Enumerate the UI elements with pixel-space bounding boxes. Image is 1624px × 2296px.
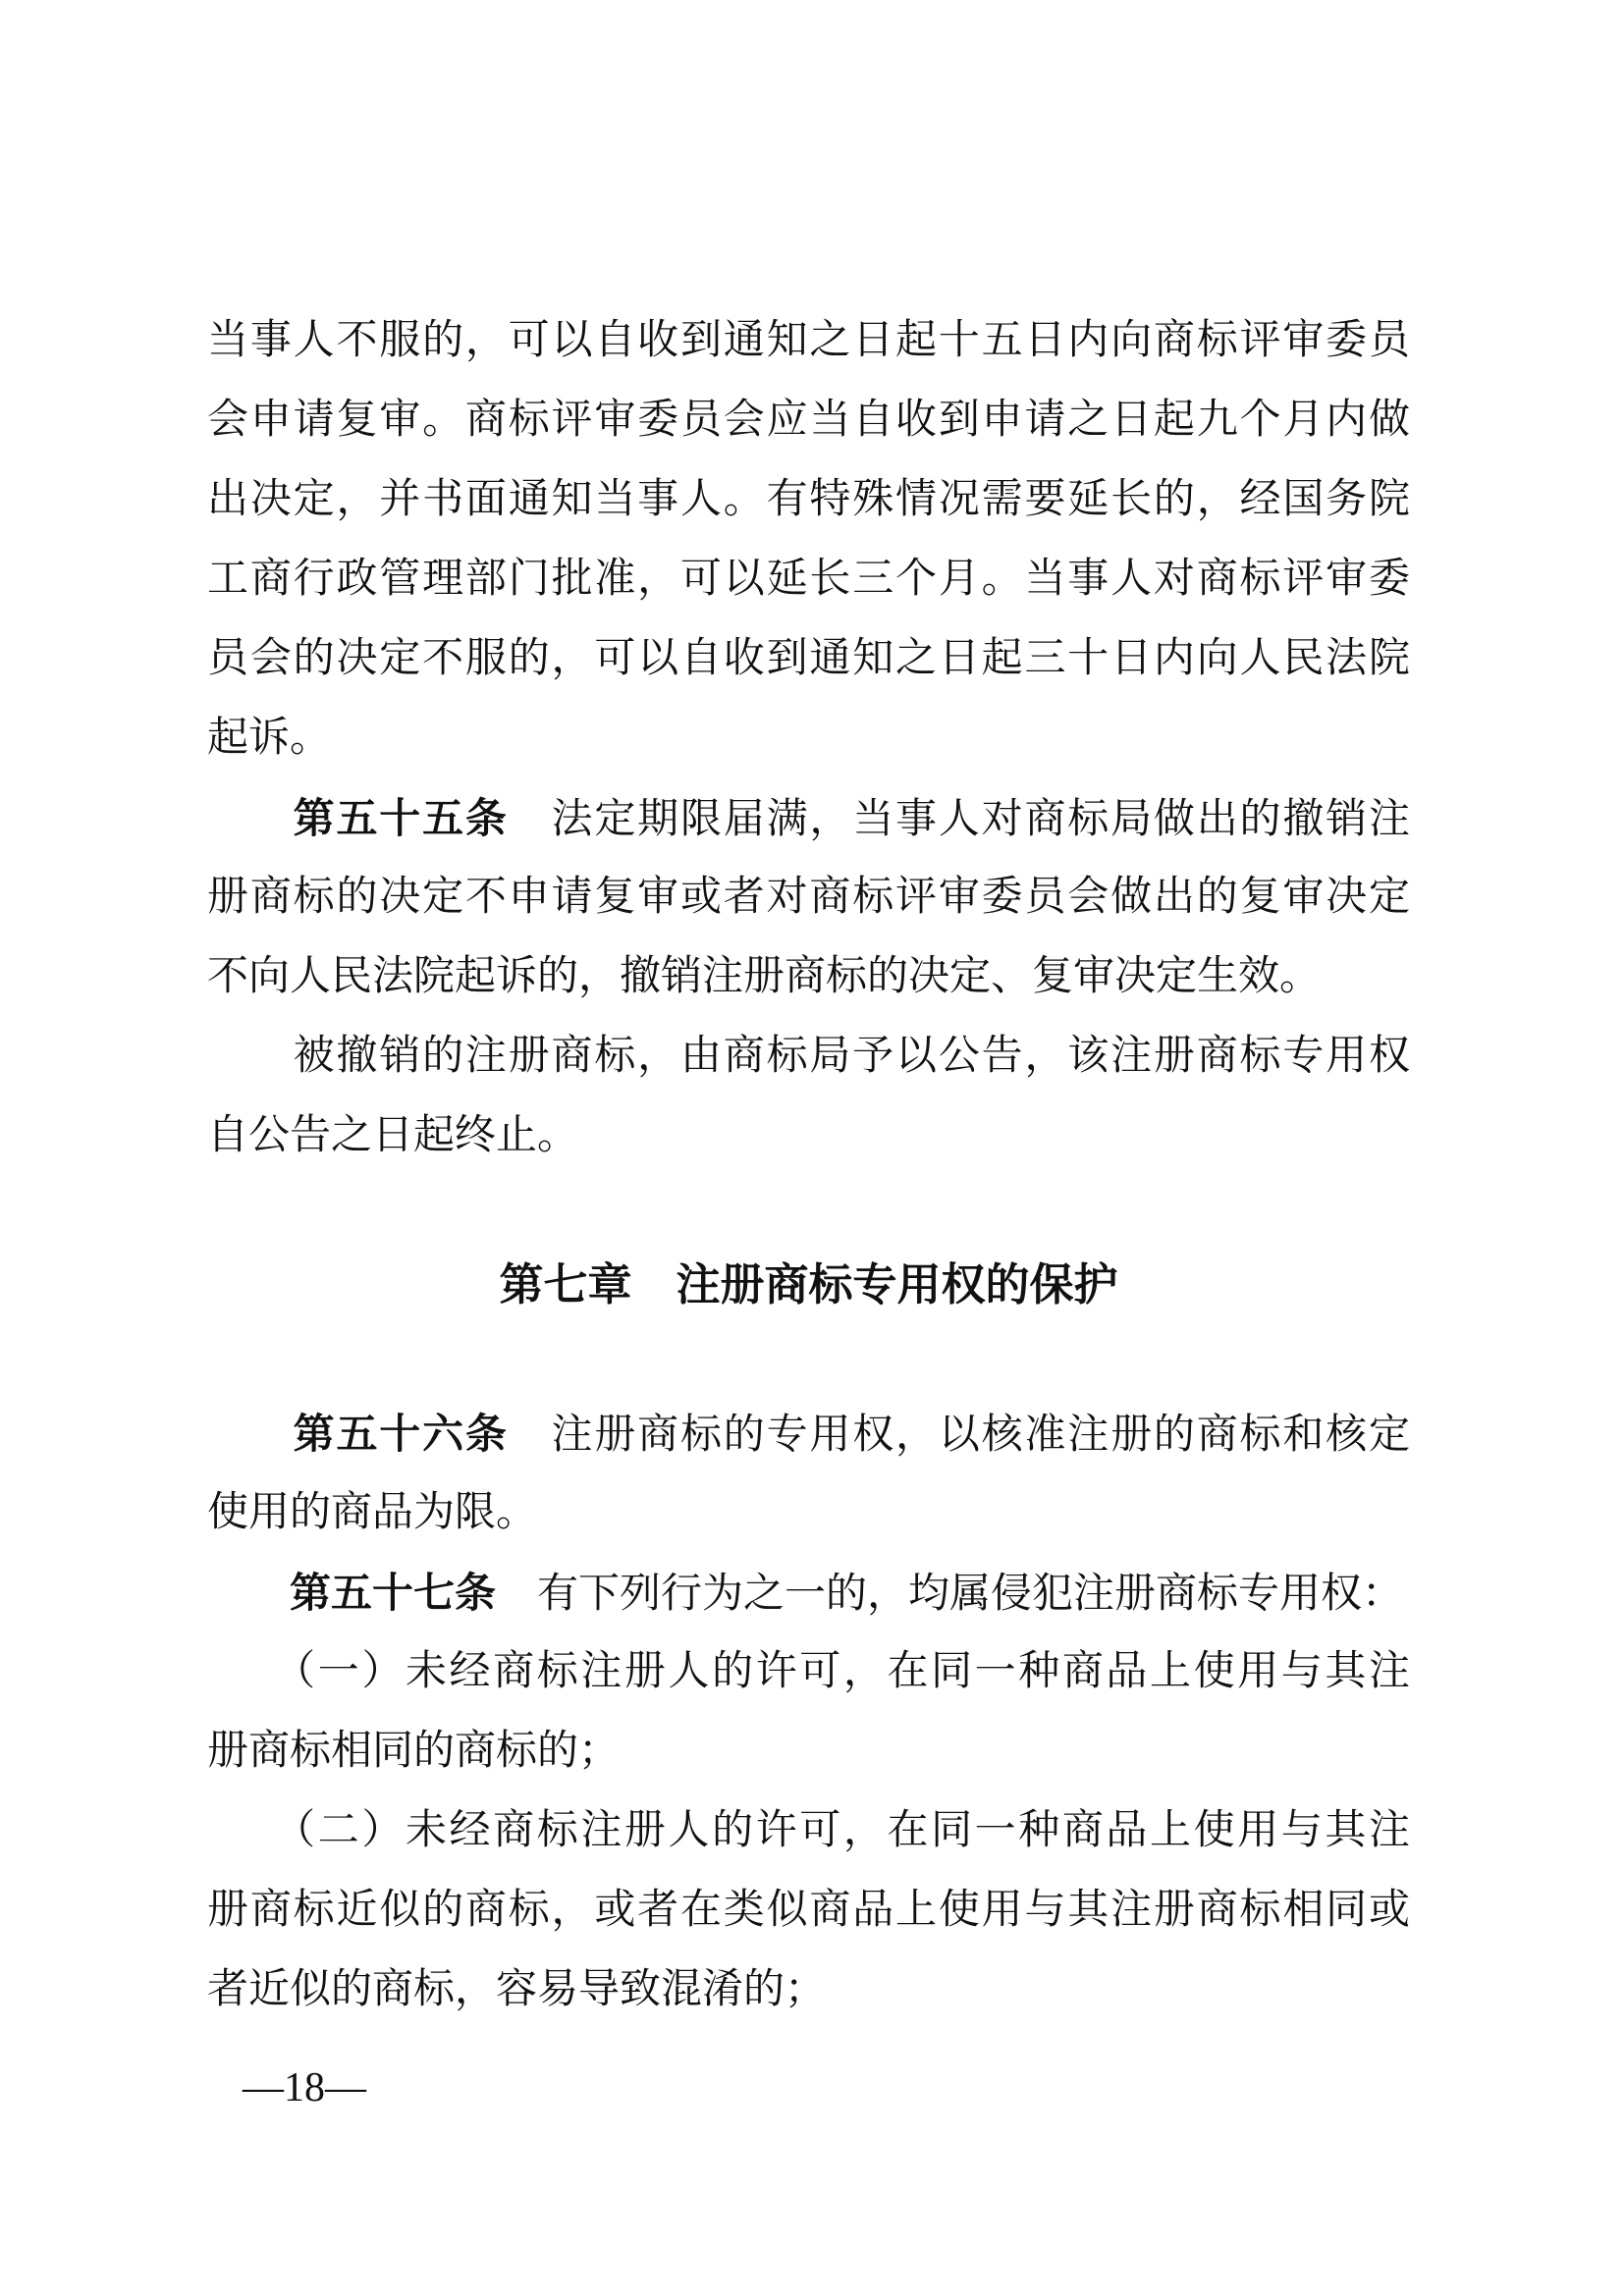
article-number-label: 第五十七条 [290,1570,497,1616]
article-number-label: 第五十五条 [293,795,509,841]
text-line [207,1871,1410,1950]
text-segment: 员会的决定不服的，可以自收到通知之日起三十日内向人民法院 [207,636,1410,681]
text-line [207,460,1410,540]
text-segment: 注册商标的专用权，以核准注册的商标和核定 [508,1413,1410,1458]
text-line [207,381,1410,460]
text-segment [207,797,294,842]
text-line [207,301,1410,381]
text-segment: 法定期限届满，当事人对商标局做出的撤销注 [508,797,1410,842]
text-line [207,858,1410,937]
text-segment: 起诉。 [207,716,332,761]
text-segment [207,1413,294,1458]
page-number: —18— [243,2065,366,2110]
text-segment: 使用的商品为限。 [207,1490,538,1535]
text-segment: （一）未经商标注册人的许可，在同一种商品上使用与其注 [207,1649,1410,1694]
article-number-label: 第五十六条 [293,1411,509,1457]
text-line [207,699,1410,778]
text-segment: 册商标的决定不申请复审或者对商标评审委员会做出的复审决定 [207,875,1410,920]
body-block-below-heading [207,1394,1410,2030]
text-line [207,778,1410,858]
text-line [207,1473,1410,1553]
text-segment: （二）未经商标注册人的许可，在同一种商品上使用与其注 [207,1808,1410,1853]
text-segment: 册商标近似的商标，或者在类似商品上使用与其注册商标相同或 [207,1888,1410,1933]
text-segment: 当事人不服的，可以自收到通知之日起十五日内向商标评审委员 [207,318,1410,363]
text-segment: 不向人民法院起诉的，撤销注册商标的决定、复审决定生效。 [207,954,1322,999]
text-segment: 被撤销的注册商标，由商标局予以公告，该注册商标专用权 [207,1034,1410,1079]
text-line [207,1950,1410,2030]
body-block-above-heading [207,301,1410,1176]
text-segment: 者近似的商标，容易导致混淆的； [207,1967,827,2012]
text-segment: 会申请复审。商标评审委员会应当自收到申请之日起九个月内做 [207,398,1410,443]
chapter-heading: 第七章 注册商标专用权的保护 [499,1259,1118,1309]
text-segment: 有下列行为之一的，均属侵犯注册商标专用权： [496,1572,1404,1617]
text-segment: 自公告之日起终止。 [207,1113,579,1158]
text-segment: 工商行政管理部门批准，可以延长三个月。当事人对商标评审委 [207,557,1410,602]
text-line [207,1791,1410,1871]
text-line [207,619,1410,699]
text-segment: 册商标相同的商标的； [207,1729,621,1774]
text-line [207,937,1410,1017]
text-line [207,1017,1410,1096]
text-line [207,1096,1410,1176]
text-segment: 出决定，并书面通知当事人。有特殊情况需要延长的，经国务院 [207,477,1410,522]
text-line [207,1394,1410,1473]
text-line [207,540,1410,619]
text-line [207,1553,1410,1632]
text-segment [207,1572,290,1617]
text-line [207,1632,1410,1712]
text-line [207,1712,1410,1791]
